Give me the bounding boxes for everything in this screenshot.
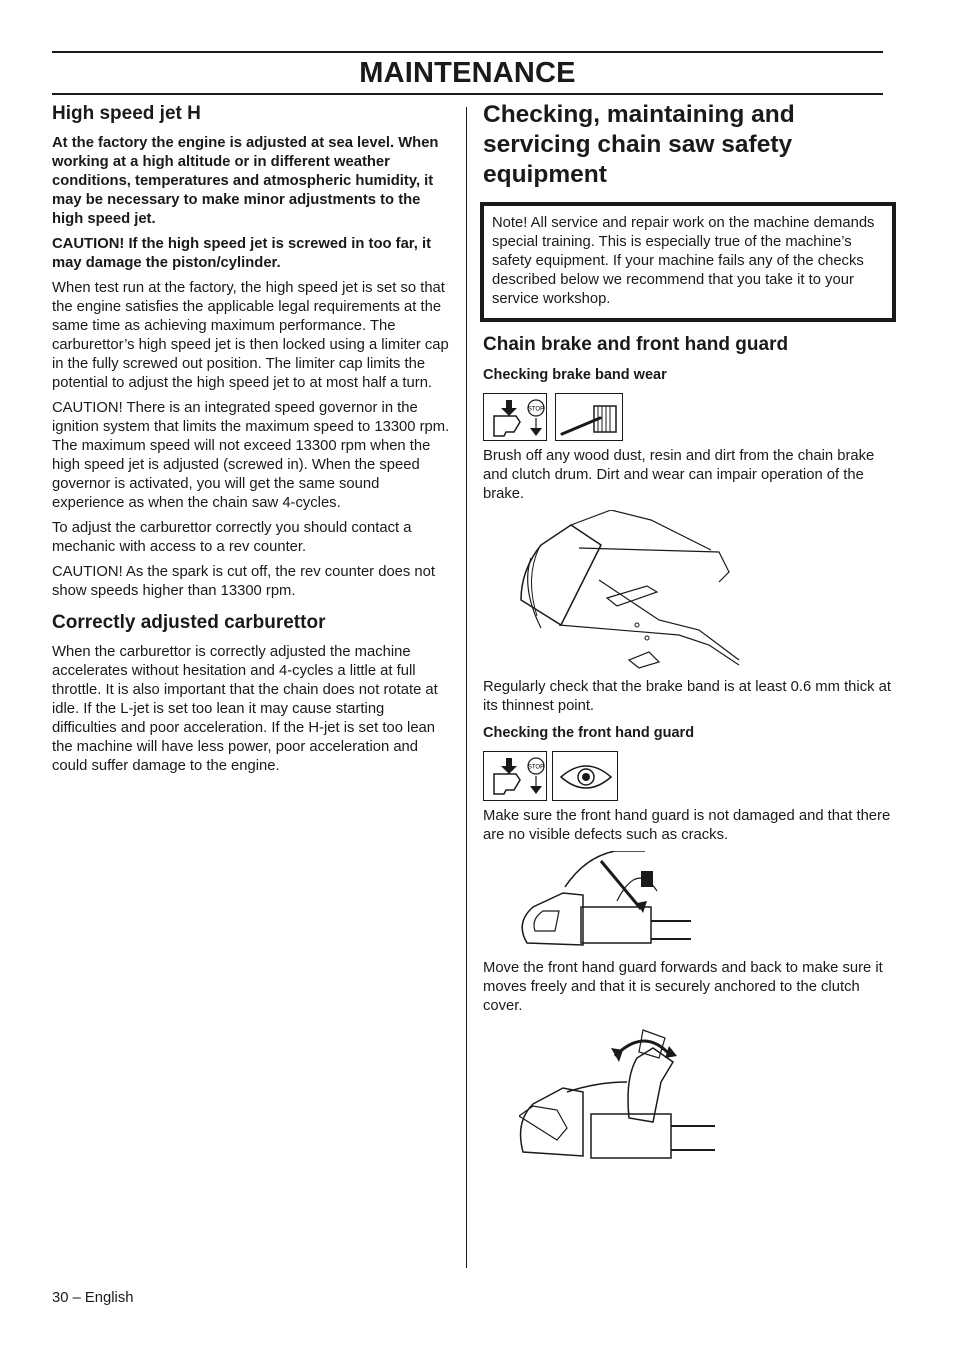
- hand-guard-paragraph-1: Make sure the front hand guard is not damaged and that there are no visible defects such as cracks.: [483, 808, 891, 843]
- header-rule-top: [52, 51, 883, 53]
- brake-wear-paragraph-2: Regularly check that the brake band is at least 0.6 mm thick at its thinnest point.: [483, 679, 891, 714]
- stop-label: STOP: [527, 764, 545, 771]
- section-heading-carburettor: Correctly adjusted carburettor: [52, 612, 326, 633]
- high-speed-jet-intro: At the factory the engine is adjusted at sea level. When working at a high altitude or in different weather conditions, temperatures and atmospheric humidity, it may be necessary to make minor adjustments to the high speed jet.: [52, 135, 439, 227]
- high-speed-jet-paragraph-3: To adjust the carburettor correctly you should contact a mechanic with access to a rev counter.: [52, 520, 412, 555]
- brake-wear-icon-row: [483, 393, 891, 441]
- header-rule-bottom: [52, 93, 883, 95]
- hand-guard-inspection-illustration: [517, 851, 697, 951]
- service-note-box: [480, 202, 896, 322]
- high-speed-jet-paragraph-4: CAUTION! As the spark is cut off, the rev counter does not show speeds higher than 13300 rpm.: [52, 564, 435, 599]
- hand-guard-icon-row: [483, 751, 891, 801]
- left-column: [52, 102, 450, 776]
- high-speed-jet-caution: CAUTION! If the high speed jet is screwed in too far, it may damage the piston/cylinder.: [52, 236, 432, 271]
- engine-off-stop-icon: [483, 751, 547, 801]
- brake-band-brush-illustration: [519, 510, 749, 670]
- eye-inspect-icon: [552, 751, 618, 801]
- high-speed-jet-paragraph-2: CAUTION! There is an integrated speed governor in the ignition system that limits the maximum speed to 13300 rpm. The maximum speed will not exceed 13300 rpm when the high speed jet is adjusted (screwed in). When the speed governor is activated, you will get the same sound experience as when the chain saw 4-cycles.: [52, 400, 450, 511]
- hand-guard-paragraph-2: Move the front hand guard forwards and back to make sure it moves freely and that it is securely anchored to the clutch cover.: [483, 960, 883, 1014]
- subheading-front-hand-guard: Checking the front hand guard: [483, 725, 695, 741]
- hand-guard-movement-illustration: [519, 1026, 719, 1166]
- section-heading-high-speed-jet: High speed jet H: [52, 103, 201, 124]
- column-divider: [466, 107, 467, 1268]
- section-heading-chain-brake: Chain brake and front hand guard: [483, 334, 789, 355]
- subheading-brake-band-wear: Checking brake band wear: [483, 367, 667, 383]
- page-title: MAINTENANCE: [359, 57, 576, 89]
- stop-label: STOP: [527, 406, 545, 413]
- brush-icon: [555, 393, 623, 441]
- page-footer: 30 – English: [52, 1290, 134, 1306]
- high-speed-jet-paragraph-1: When test run at the factory, the high speed jet is set so that the engine satisfies the applicable legal requirements at the same time as achieving maximum performance. The carburettor’s high speed jet is then locked using a limiter cap in the fully screwed out position. The limiter cap limits the potential to adjust the high speed jet to at most half a turn.: [52, 280, 449, 391]
- engine-off-stop-icon: [483, 393, 547, 441]
- service-note-text: Note! All service and repair work on the machine demands special training. This is especially true of the machine’s safety equipment. If your machine fails any of the checks described below we recommend that you take it to your service workshop.: [492, 215, 875, 307]
- right-column: [483, 100, 891, 1166]
- carburettor-paragraph: When the carburettor is correctly adjusted the machine accelerates without hesitation and 4-cycles a little at full throttle. It is also important that the chain does not rotate at idle. If the L-jet is set too lean it may cause starting difficulties and poor acceleration. If the H-jet is set too lean the machine will have less power, poor acceleration and could suffer damage to the engine.: [52, 644, 438, 774]
- section-heading-safety-equipment: Checking, maintaining and servicing chain saw safety equipment: [483, 101, 795, 188]
- brake-wear-paragraph-1: Brush off any wood dust, resin and dirt from the chain brake and clutch drum. Dirt and wear can impair operation of the brake.: [483, 448, 875, 502]
